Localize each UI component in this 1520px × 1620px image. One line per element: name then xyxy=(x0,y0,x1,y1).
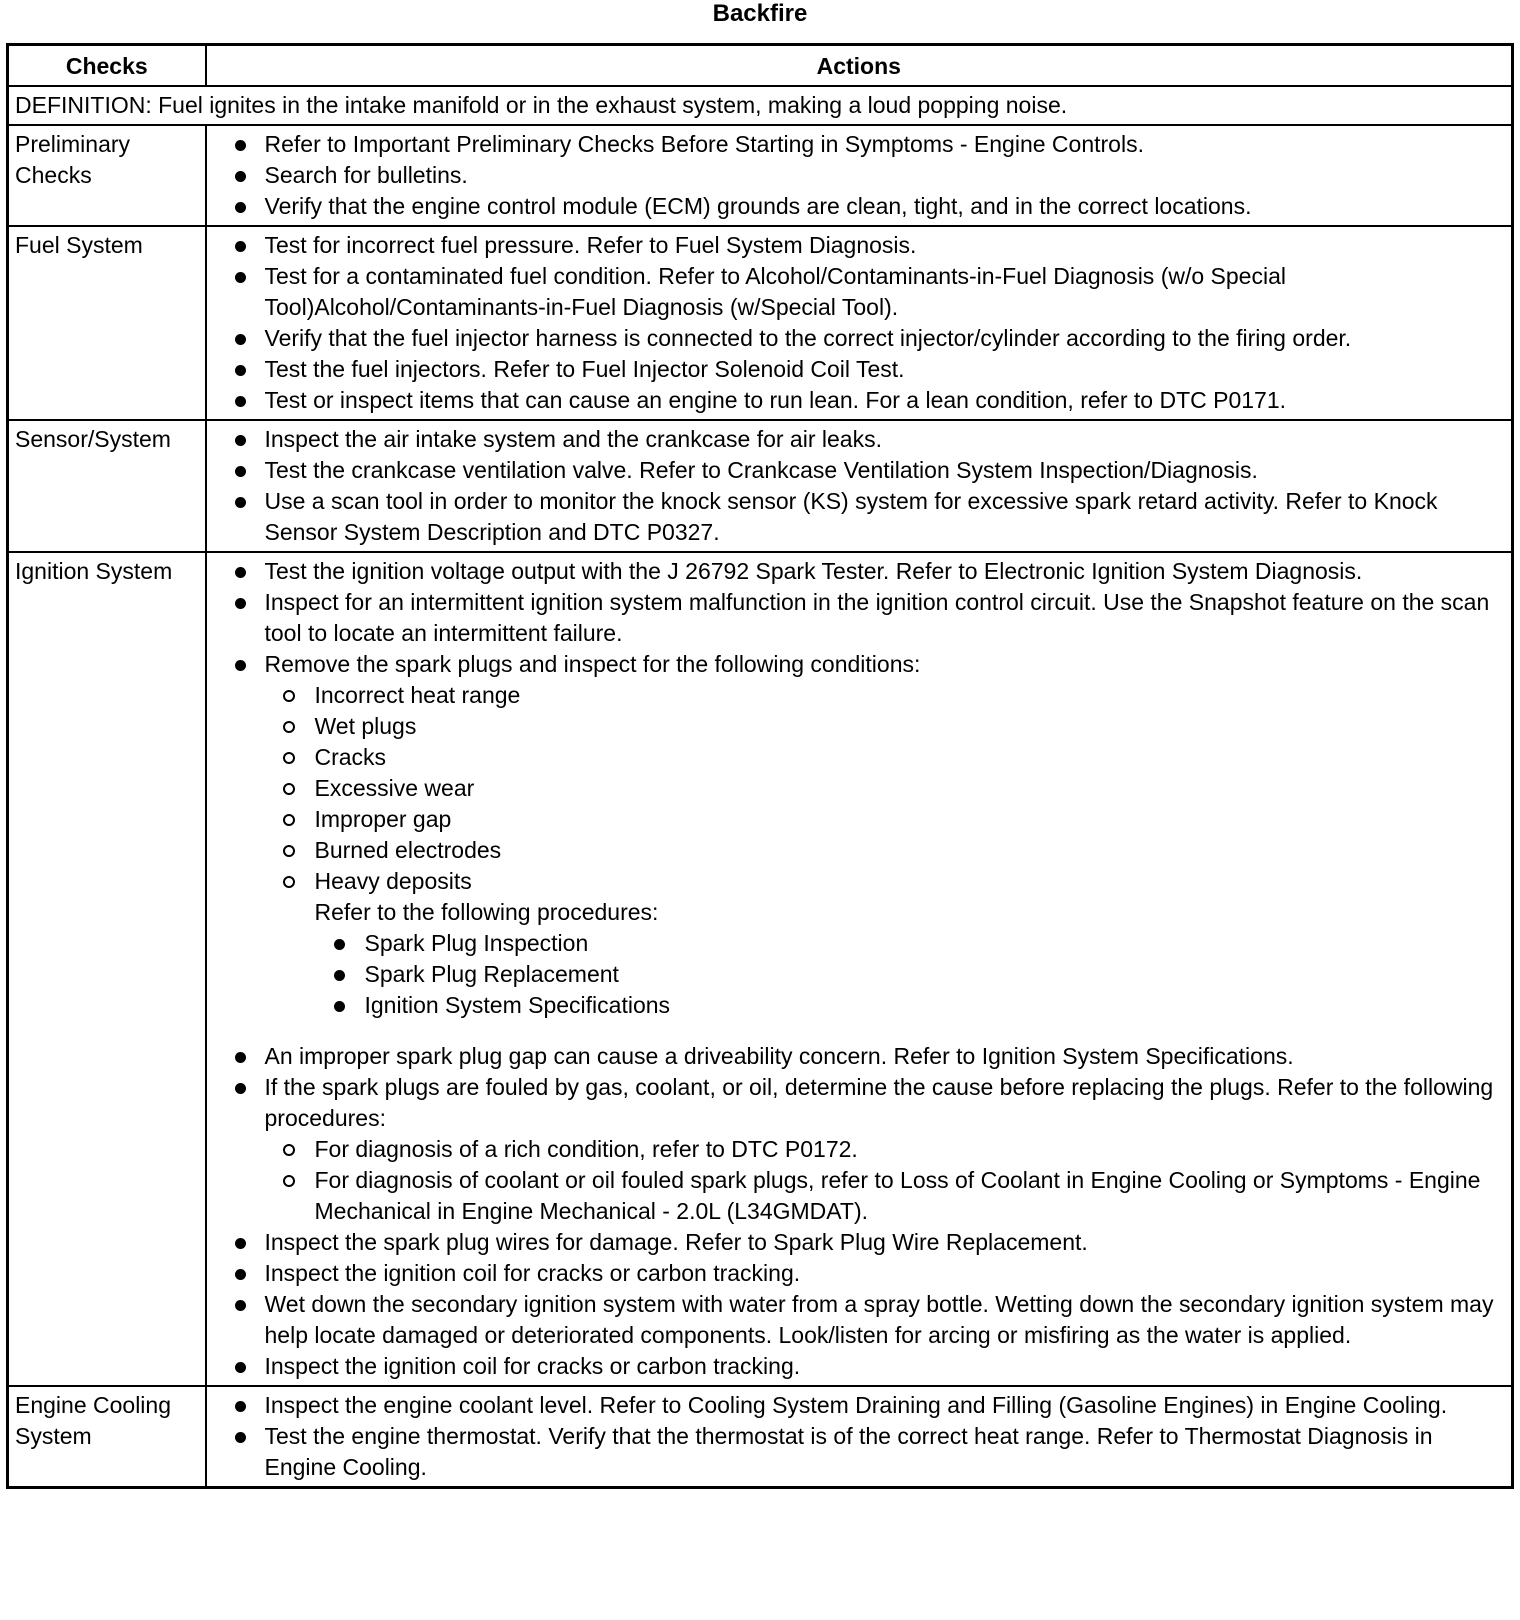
list-item: Test for incorrect fuel pressure. Refer to Fuel System Diagnosis. xyxy=(213,230,1506,261)
list-item-text: If the spark plugs are fouled by gas, coolant, or oil, determine the cause before replacing the plugs. Refer to the following procedures: xyxy=(264,1074,1494,1131)
page-title: Backfire xyxy=(712,0,808,27)
condition-item: Incorrect heat range xyxy=(265,680,1506,711)
actions-cell xyxy=(206,226,1513,420)
table-row xyxy=(8,1386,1513,1488)
list-item: Inspect the engine coolant level. Refer to Cooling System Draining and Filling (Gasoline Engines) in Engine Cooling. xyxy=(213,1390,1506,1421)
list-item: Search for bulletins. xyxy=(213,160,1506,191)
definition-row xyxy=(8,86,1513,125)
condition-item: Heavy deposits xyxy=(265,866,1506,897)
definition-text: DEFINITION: Fuel ignites in the intake manifold or in the exhaust system, making a loud popping noise. xyxy=(8,86,1513,125)
list-item: Inspect the ignition coil for cracks or carbon tracking. xyxy=(213,1258,1506,1289)
check-label-fuel: Fuel System xyxy=(8,226,206,420)
fouled-item: For diagnosis of coolant or oil fouled spark plugs, refer to Loss of Coolant in Engine Cooling or Symptoms - Engine Mechanical in Engine Mechanical - 2.0L (L34GMDAT). xyxy=(265,1165,1506,1227)
table-row xyxy=(8,125,1513,226)
spacer xyxy=(265,1021,1506,1041)
actions-cell xyxy=(206,420,1513,552)
list-item: Inspect the air intake system and the crankcase for air leaks. xyxy=(213,424,1506,455)
fouled-item: For diagnosis of a rich condition, refer to DTC P0172. xyxy=(265,1134,1506,1165)
list-item-text: Remove the spark plugs and inspect for the following conditions: xyxy=(264,651,921,677)
diagnostic-table xyxy=(6,43,1514,1489)
refer-note: Refer to the following procedures: xyxy=(314,899,659,925)
list-item: Inspect the ignition coil for cracks or carbon tracking. xyxy=(213,1351,1506,1382)
procedure-link: Spark Plug Inspection xyxy=(265,928,1506,959)
list-item: Test the engine thermostat. Verify that the thermostat is of the correct heat range. Refer to Thermostat Diagnosis in Engine Cooling. xyxy=(213,1421,1506,1483)
procedure-link: Ignition System Specifications xyxy=(265,990,1506,1021)
list-item: Test the fuel injectors. Refer to Fuel Injector Solenoid Coil Test. xyxy=(213,354,1506,385)
list-item: Use a scan tool in order to monitor the knock sensor (KS) system for excessive spark retard activity. Refer to Knock Sensor System Description and DTC P0327. xyxy=(213,486,1506,548)
condition-item: Cracks xyxy=(265,742,1506,773)
list-item: Wet down the secondary ignition system with water from a spray bottle. Wetting down the secondary ignition system may help locate damaged or deteriorated components. Look/listen for arcing or misfiring as the water is applied. xyxy=(213,1289,1506,1351)
procedure-link: Spark Plug Replacement xyxy=(265,959,1506,990)
list-item xyxy=(213,649,1506,1041)
condition-item: Burned electrodes xyxy=(265,835,1506,866)
actions-column-header: Actions xyxy=(206,45,1513,87)
actions-cell xyxy=(206,552,1513,1386)
condition-item: Improper gap xyxy=(265,804,1506,835)
list-item: An improper spark plug gap can cause a driveability concern. Refer to Ignition System Specifications. xyxy=(213,1041,1506,1072)
list-item: Test the ignition voltage output with the J 26792 Spark Tester. Refer to Electronic Ignition System Diagnosis. xyxy=(213,556,1506,587)
check-label-ignition: Ignition System xyxy=(8,552,206,1386)
list-item: Inspect for an intermittent ignition system malfunction in the ignition control circuit. Use the Snapshot feature on the scan tool to locate an intermittent failure. xyxy=(213,587,1506,649)
table-row xyxy=(8,420,1513,552)
table-header-row xyxy=(8,45,1513,87)
table-row xyxy=(8,552,1513,1386)
check-label-sensor: Sensor/System xyxy=(8,420,206,552)
condition-item: Wet plugs xyxy=(265,711,1506,742)
list-item: Refer to Important Preliminary Checks Before Starting in Symptoms - Engine Controls. xyxy=(213,129,1506,160)
list-item: Test the crankcase ventilation valve. Refer to Crankcase Ventilation System Inspection/Diagnosis. xyxy=(213,455,1506,486)
list-item: Inspect the spark plug wires for damage. Refer to Spark Plug Wire Replacement. xyxy=(213,1227,1506,1258)
condition-item: Excessive wear xyxy=(265,773,1506,804)
check-label-cooling: Engine Cooling System xyxy=(8,1386,206,1488)
actions-cell xyxy=(206,125,1513,226)
list-item: Test or inspect items that can cause an engine to run lean. For a lean condition, refer to DTC P0171. xyxy=(213,385,1506,416)
list-item: Verify that the fuel injector harness is connected to the correct injector/cylinder according to the firing order. xyxy=(213,323,1506,354)
actions-cell xyxy=(206,1386,1513,1488)
list-item: Verify that the engine control module (ECM) grounds are clean, tight, and in the correct locations. xyxy=(213,191,1506,222)
list-item: Test for a contaminated fuel condition. Refer to Alcohol/Contaminants-in-Fuel Diagnosis (w/o Special Tool)Alcohol/Contaminants-in-Fuel Diagnosis (w/Special Tool). xyxy=(213,261,1506,323)
checks-column-header: Checks xyxy=(8,45,206,87)
list-item xyxy=(213,1072,1506,1227)
check-label-preliminary: Preliminary Checks xyxy=(8,125,206,226)
table-row xyxy=(8,226,1513,420)
